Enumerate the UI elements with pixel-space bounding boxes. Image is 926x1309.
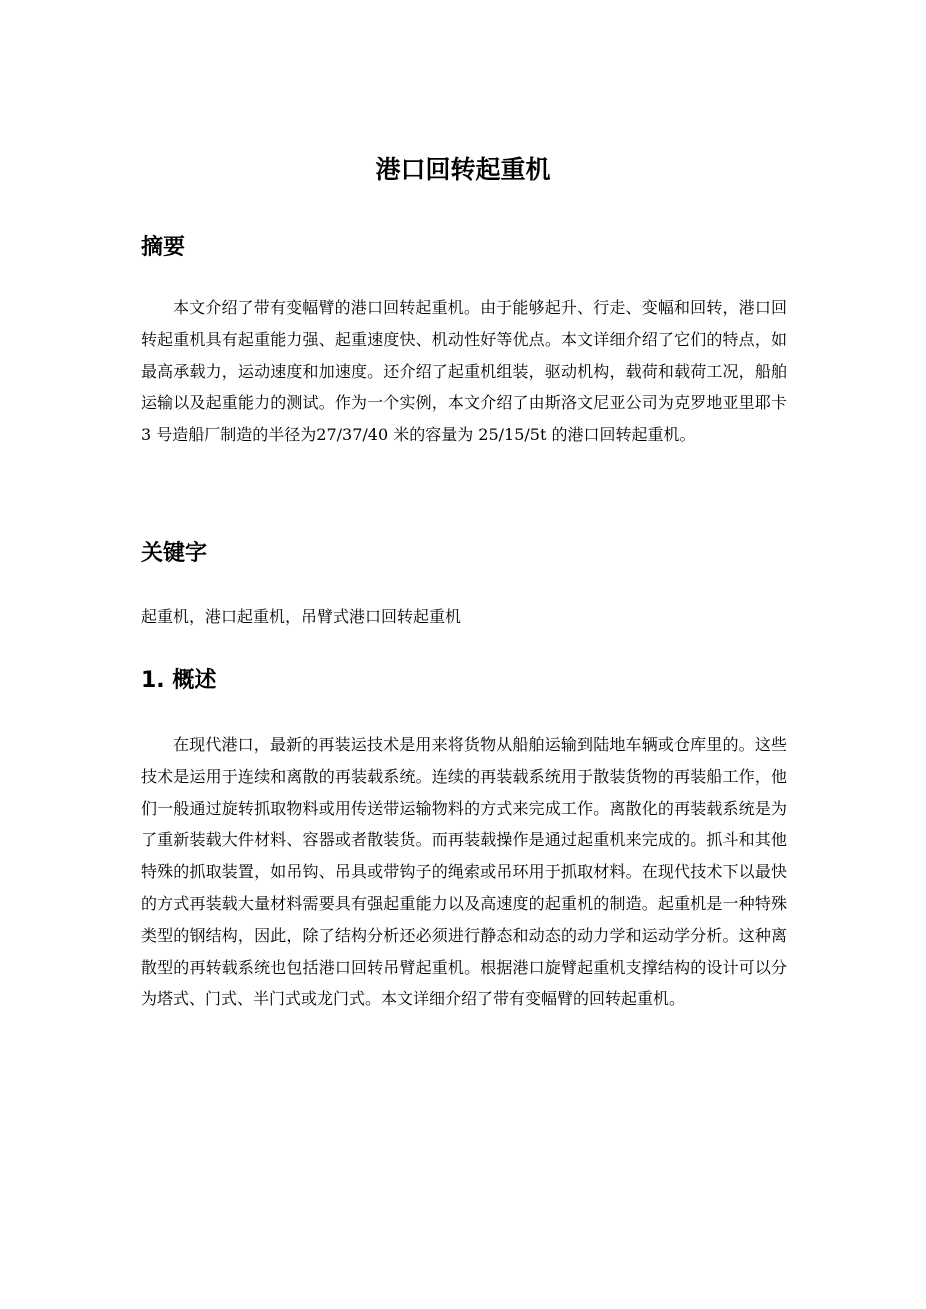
section-heading-keywords: 关键字	[141, 541, 208, 566]
keywords-paragraph: 起重机，港口起重机，吊臂式港口回转起重机	[141, 607, 462, 626]
section-heading-overview: 1. 概述	[141, 668, 217, 693]
section-heading-abstract: 摘要	[141, 235, 186, 260]
document-title: 港口回转起重机	[375, 155, 551, 184]
overview-paragraph: 在现代港口，最新的再装运技术是用来将货物从船舶运输到陆地车辆或仓库里的。这些技术是运用于连续和离散的再装载系统。连续的再装载系统用于散装货物的再装船工作，他们一般通过旋转抓取物料或用传送带运输物料的方式来完成工作。离散化的再装载系统是为了重新装载大件材料、容器或者散装货。而再装载操作是通过起重机来完成的。抓斗和其他特殊的抓取装置，如吊钩、吊具或带钩子的绳索或吊环用于抓取材料。在现代技术下以最快的方式再装载大量材料需要具有强起重能力以及高速度的起重机的制造。起重机是一种特殊类型的钢结构，因此，除了结构分析还必须进行静态和动态的动力学和运动学分析。这种离散型的再转载系统也包括港口回转吊臂起重机。根据港口旋臂起重机支撑结构的设计可以分为塔式、门式、半门式或龙门式。本文详细介绍了带有变幅臂的回转起重机。	[141, 735, 787, 1009]
abstract-paragraph: 本文介绍了带有变幅臂的港口回转起重机。由于能够起升、行走、变幅和回转，港口回转起重机具有起重能力强、起重速度快、机动性好等优点。本文详细介绍了它们的特点，如最高承载力，运动速度和加速度。还介绍了起重机组装，驱动机构，载荷和载荷工况，船舶运输以及起重能力的测试。作为一个实例，本文介绍了由斯洛文尼亚公司为克罗地亚里耶卡 3 号造船厂制造的半径为27/37/40 米的容量为 25/15/5t 的港口回转起重机。	[141, 298, 787, 445]
